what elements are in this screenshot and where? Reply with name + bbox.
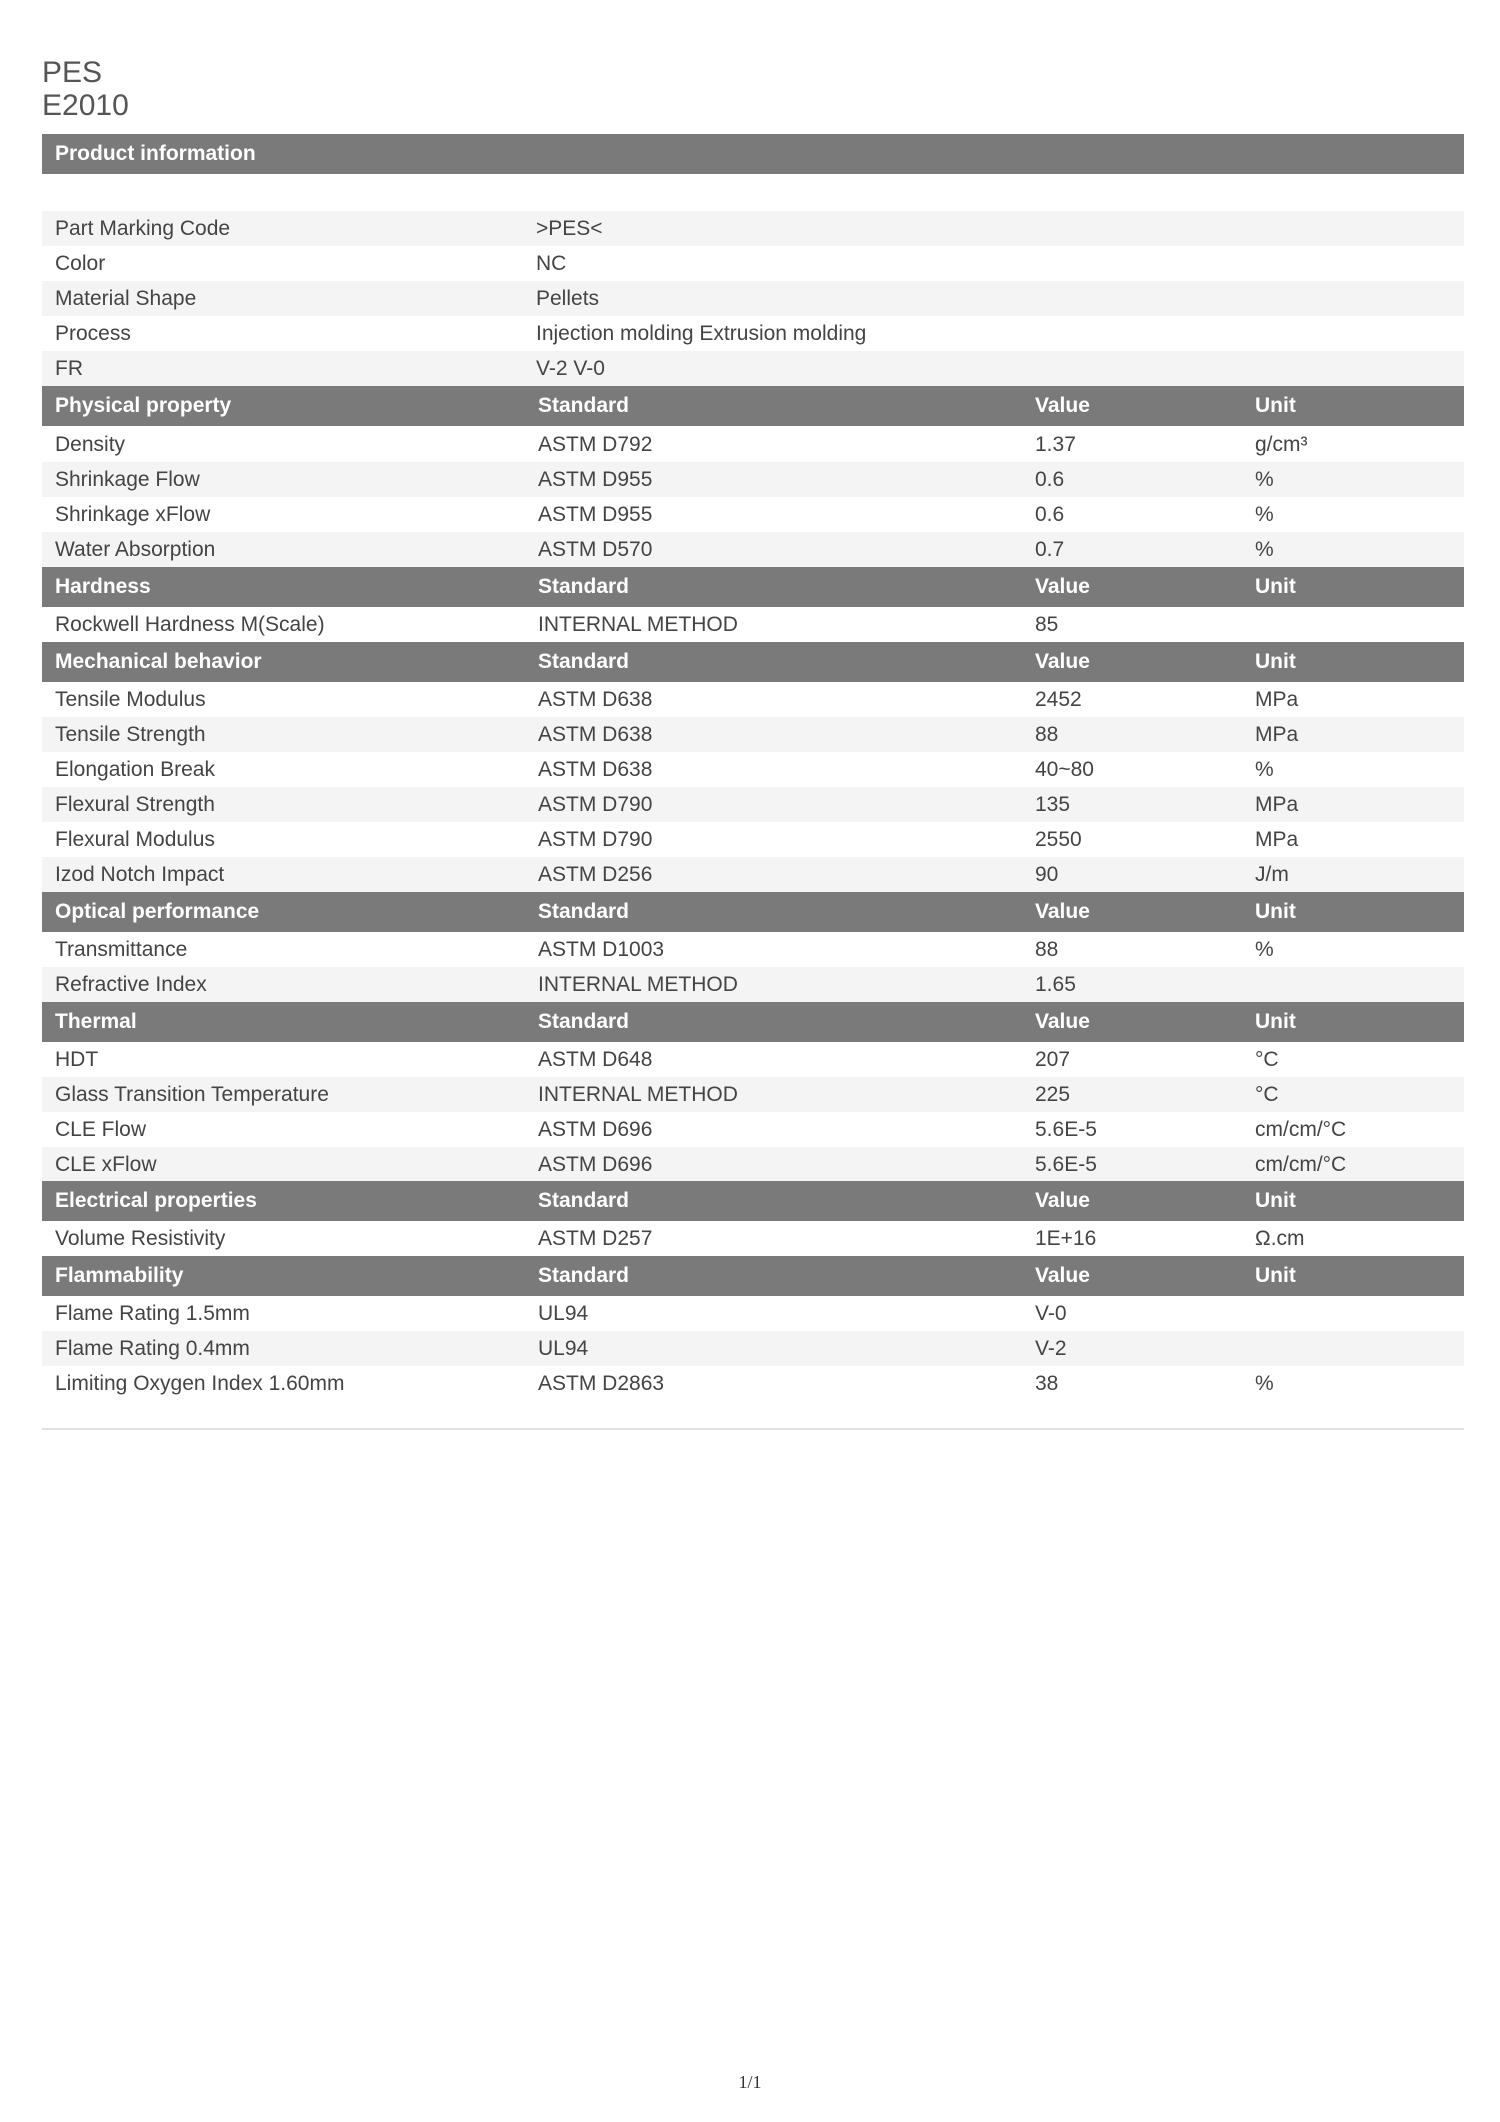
page-title: [42, 56, 129, 122]
property-unit: %: [1255, 538, 1274, 561]
property-name: Tensile Modulus: [55, 688, 206, 711]
property-standard: ASTM D955: [538, 503, 653, 526]
property-standard: ASTM D638: [538, 688, 653, 711]
property-unit: g/cm³: [1255, 433, 1308, 456]
property-value: 207: [1035, 1048, 1071, 1071]
info-label: FR: [55, 357, 83, 380]
property-row: [42, 717, 1464, 752]
column-header-value: Value: [1035, 1010, 1090, 1033]
info-row: [42, 281, 1464, 316]
property-row: [42, 1221, 1464, 1256]
column-header-unit: Unit: [1255, 900, 1296, 923]
property-unit: J/m: [1255, 863, 1289, 886]
column-header-unit: Unit: [1255, 575, 1296, 598]
property-standard: ASTM D2863: [538, 1372, 665, 1395]
column-header-value: Value: [1035, 900, 1090, 923]
section-header-physical-property: [42, 386, 1464, 426]
section-title: Optical performance: [55, 900, 260, 923]
property-unit: %: [1255, 503, 1274, 526]
section-header-product-information: [42, 134, 1464, 174]
property-value: 135: [1035, 793, 1071, 816]
column-header-standard: Standard: [538, 1010, 630, 1033]
property-name: Water Absorption: [55, 538, 216, 561]
info-row: [42, 246, 1464, 281]
property-row: [42, 682, 1464, 717]
section-title: Thermal: [55, 1010, 137, 1033]
property-standard: ASTM D570: [538, 538, 653, 561]
section-header-mechanical-behavior: [42, 642, 1464, 682]
property-name: HDT: [55, 1048, 99, 1071]
property-row: [42, 1077, 1464, 1112]
info-value: >PES<: [536, 217, 603, 240]
column-header-standard: Standard: [538, 1264, 630, 1287]
property-name: Limiting Oxygen Index 1.60mm: [55, 1372, 345, 1395]
property-value: 0.6: [1035, 468, 1065, 491]
property-standard: ASTM D696: [538, 1118, 653, 1141]
section-header-flammability: [42, 1256, 1464, 1296]
property-unit: Ω.cm: [1255, 1227, 1305, 1250]
property-unit: %: [1255, 1372, 1274, 1395]
property-value: V-0: [1035, 1302, 1067, 1325]
property-name: Transmittance: [55, 938, 188, 961]
property-standard: ASTM D638: [538, 723, 653, 746]
property-name: Flame Rating 1.5mm: [55, 1302, 250, 1325]
property-value: V-2: [1035, 1337, 1067, 1360]
property-row: [42, 787, 1464, 822]
section-header-hardness: [42, 567, 1464, 607]
title-material: PES: [42, 56, 103, 89]
property-standard: ASTM D790: [538, 828, 653, 851]
column-header-unit: Unit: [1255, 1010, 1296, 1033]
property-name: Flexural Strength: [55, 793, 215, 816]
property-row: [42, 462, 1464, 497]
column-header-standard: Standard: [538, 1189, 630, 1212]
section-title: Flammability: [55, 1264, 184, 1287]
property-standard: INTERNAL METHOD: [538, 613, 738, 636]
property-standard: ASTM D790: [538, 793, 653, 816]
property-row: [42, 1331, 1464, 1366]
property-name: CLE xFlow: [55, 1153, 157, 1176]
info-row: [42, 316, 1464, 351]
property-value: 5.6E-5: [1035, 1118, 1097, 1141]
property-standard: ASTM D638: [538, 758, 653, 781]
section-title: Mechanical behavior: [55, 650, 262, 673]
property-standard: ASTM D648: [538, 1048, 653, 1071]
column-header-standard: Standard: [538, 575, 630, 598]
info-row: [42, 351, 1464, 386]
property-unit: MPa: [1255, 723, 1299, 746]
info-label: Material Shape: [55, 287, 197, 310]
property-unit: °C: [1255, 1048, 1279, 1071]
property-name: Shrinkage Flow: [55, 468, 200, 491]
property-value: 88: [1035, 723, 1059, 746]
section-title: Hardness: [55, 575, 151, 598]
property-row: [42, 497, 1464, 532]
property-row: [42, 967, 1464, 1002]
property-value: 40~80: [1035, 758, 1094, 781]
column-header-value: Value: [1035, 1189, 1090, 1212]
property-value: 38: [1035, 1372, 1059, 1395]
property-unit: cm/cm/°C: [1255, 1118, 1347, 1141]
info-value: V-2 V-0: [536, 357, 605, 380]
section-title: Product information: [55, 142, 256, 165]
property-row: [42, 752, 1464, 787]
column-header-unit: Unit: [1255, 394, 1296, 417]
property-standard: ASTM D792: [538, 433, 653, 456]
property-value: 90: [1035, 863, 1059, 886]
footer-divider: [42, 1428, 1464, 1430]
property-standard: ASTM D955: [538, 468, 653, 491]
property-standard: ASTM D1003: [538, 938, 665, 961]
property-row: [42, 1042, 1464, 1077]
property-unit: °C: [1255, 1083, 1279, 1106]
property-row: [42, 1296, 1464, 1331]
section-title: Physical property: [55, 394, 232, 417]
property-row: [42, 1366, 1464, 1401]
property-row: [42, 1147, 1464, 1182]
property-value: 0.7: [1035, 538, 1065, 561]
property-name: Shrinkage xFlow: [55, 503, 211, 526]
property-value: 225: [1035, 1083, 1071, 1106]
property-unit: %: [1255, 468, 1274, 491]
property-name: Elongation Break: [55, 758, 215, 781]
column-header-unit: Unit: [1255, 1189, 1296, 1212]
property-name: Izod Notch Impact: [55, 863, 225, 886]
info-value: NC: [536, 252, 567, 275]
column-header-unit: Unit: [1255, 650, 1296, 673]
property-row: [42, 822, 1464, 857]
property-unit: MPa: [1255, 793, 1299, 816]
info-row: [42, 211, 1464, 246]
property-value: 0.6: [1035, 503, 1065, 526]
property-unit: MPa: [1255, 828, 1299, 851]
info-label: Process: [55, 322, 131, 345]
property-unit: MPa: [1255, 688, 1299, 711]
property-name: Rockwell Hardness M(Scale): [55, 613, 325, 636]
property-name: Glass Transition Temperature: [55, 1083, 329, 1106]
property-unit: %: [1255, 938, 1274, 961]
property-value: 1.65: [1035, 973, 1076, 996]
property-name: Volume Resistivity: [55, 1227, 226, 1250]
property-value: 85: [1035, 613, 1059, 636]
property-name: Flexural Modulus: [55, 828, 215, 851]
property-standard: ASTM D256: [538, 863, 653, 886]
property-unit: cm/cm/°C: [1255, 1153, 1347, 1176]
property-value: 2550: [1035, 828, 1082, 851]
column-header-value: Value: [1035, 575, 1090, 598]
property-unit: %: [1255, 758, 1274, 781]
info-value: Pellets: [536, 287, 600, 310]
property-row: [42, 532, 1464, 567]
property-value: 5.6E-5: [1035, 1153, 1097, 1176]
column-header-unit: Unit: [1255, 1264, 1296, 1287]
info-label: Color: [55, 252, 106, 275]
column-header-value: Value: [1035, 394, 1090, 417]
property-row: [42, 427, 1464, 462]
property-value: 2452: [1035, 688, 1082, 711]
section-header-electrical-properties: [42, 1181, 1464, 1221]
property-standard: UL94: [538, 1302, 589, 1325]
property-name: CLE Flow: [55, 1118, 147, 1141]
property-standard: INTERNAL METHOD: [538, 1083, 738, 1106]
section-title: Electrical properties: [55, 1189, 257, 1212]
property-standard: ASTM D696: [538, 1153, 653, 1176]
section-header-thermal: [42, 1002, 1464, 1042]
column-header-standard: Standard: [538, 900, 630, 923]
column-header-standard: Standard: [538, 650, 630, 673]
column-header-standard: Standard: [538, 394, 630, 417]
property-value: 1E+16: [1035, 1227, 1097, 1250]
title-grade: E2010: [42, 89, 129, 122]
info-value: Injection molding Extrusion molding: [536, 322, 867, 345]
property-value: 88: [1035, 938, 1059, 961]
column-header-value: Value: [1035, 650, 1090, 673]
property-standard: UL94: [538, 1337, 589, 1360]
property-name: Refractive Index: [55, 973, 207, 996]
column-header-value: Value: [1035, 1264, 1090, 1287]
property-name: Flame Rating 0.4mm: [55, 1337, 250, 1360]
property-row: [42, 857, 1464, 892]
property-value: 1.37: [1035, 433, 1076, 456]
property-name: Tensile Strength: [55, 723, 206, 746]
property-row: [42, 607, 1464, 642]
info-label: Part Marking Code: [55, 217, 231, 240]
property-standard: INTERNAL METHOD: [538, 973, 738, 996]
property-name: Density: [55, 433, 126, 456]
section-header-optical-performance: [42, 892, 1464, 932]
property-standard: ASTM D257: [538, 1227, 653, 1250]
property-row: [42, 1112, 1464, 1147]
page-number: 1/1: [738, 2072, 762, 2092]
property-row: [42, 932, 1464, 967]
